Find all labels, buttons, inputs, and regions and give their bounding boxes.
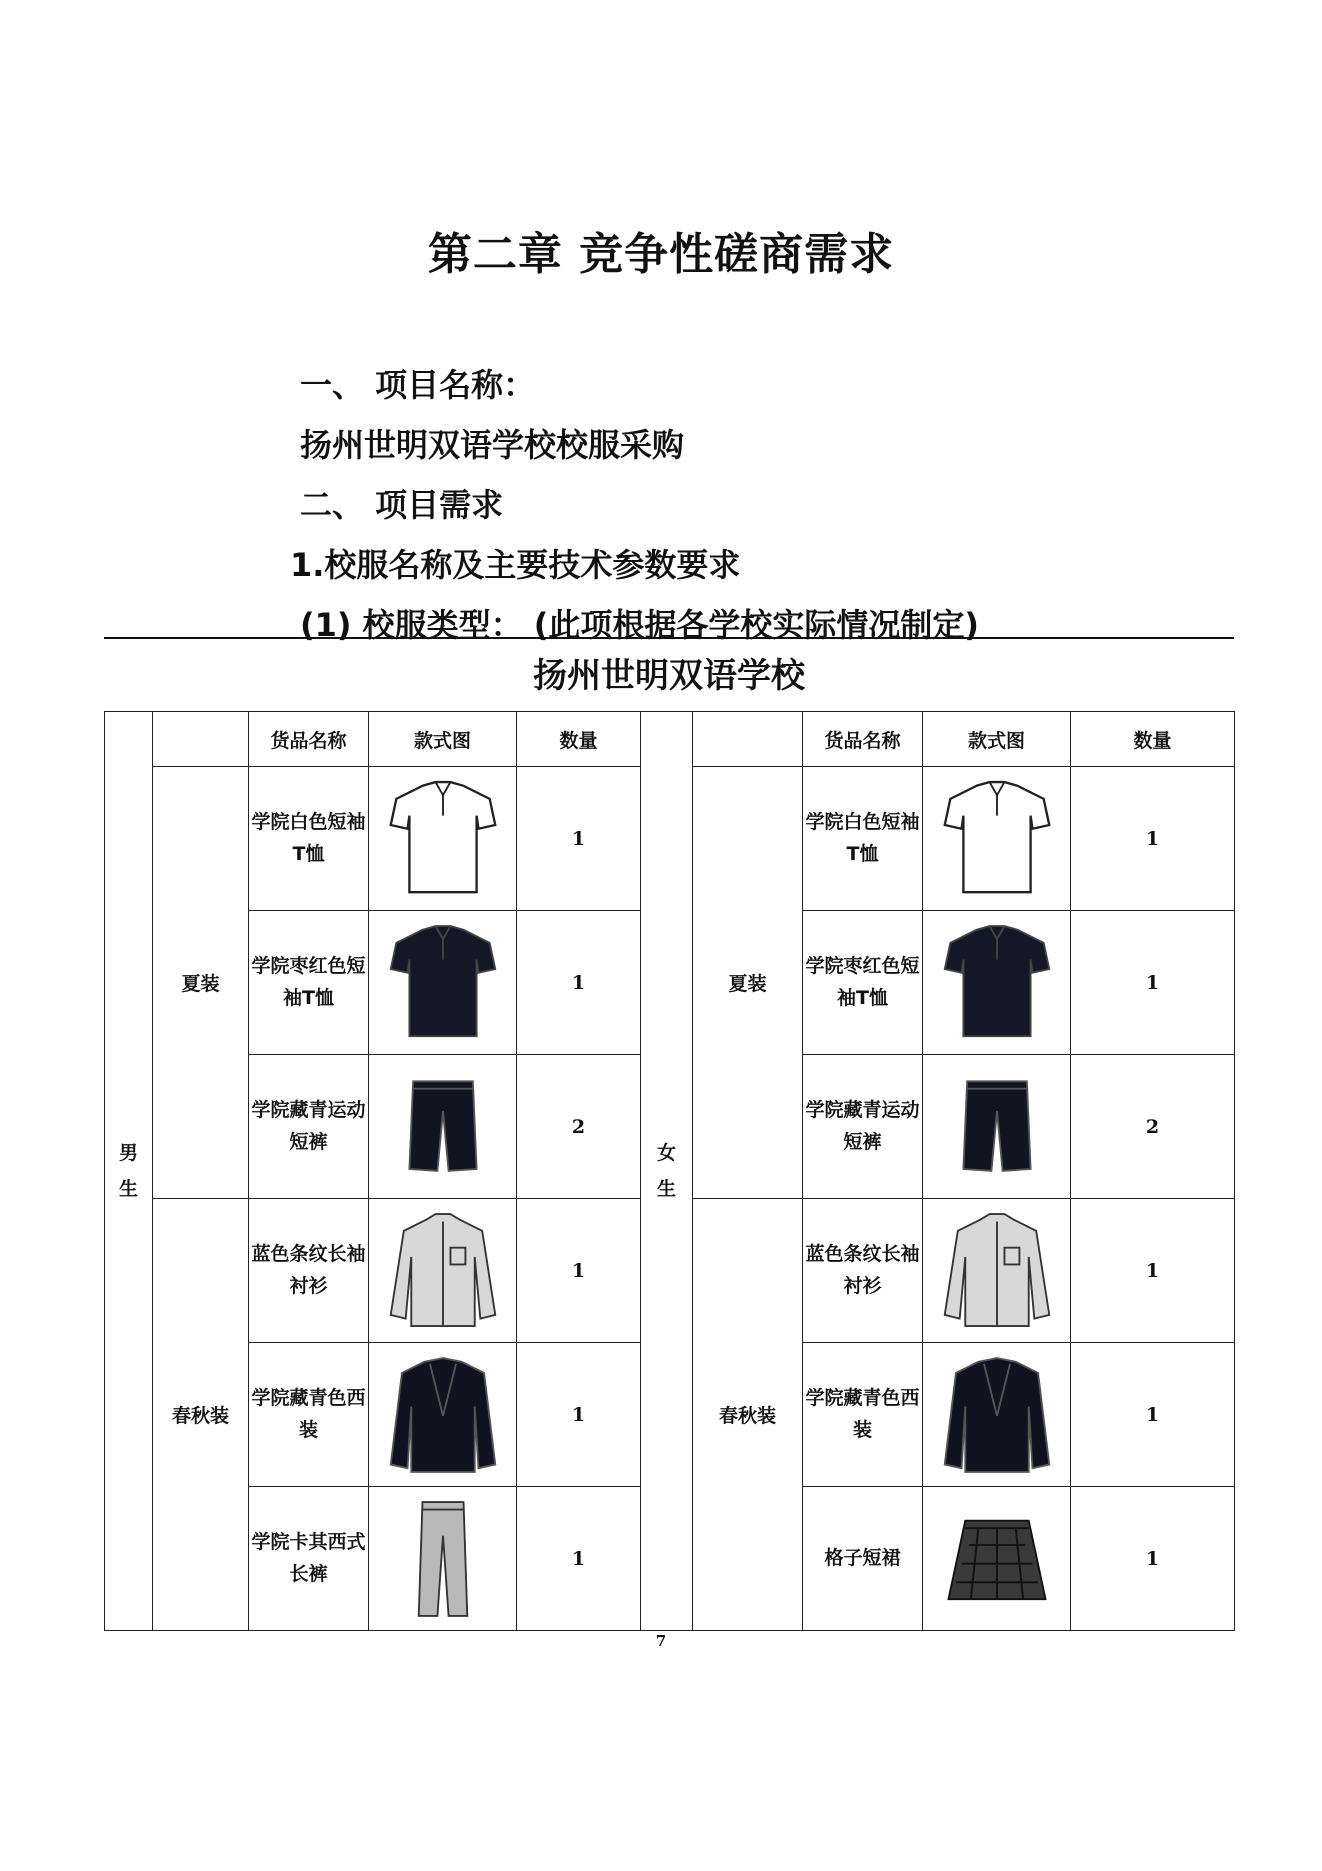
shorts-icon	[369, 1055, 517, 1199]
female-summer-label: 夏装	[693, 767, 803, 1199]
dark-polo-icon	[923, 911, 1071, 1055]
item-name: 蓝色条纹长袖衬衫	[803, 1199, 923, 1343]
item-qty: 1	[517, 1199, 641, 1343]
project-name: 扬州世明双语学校校服采购	[300, 426, 685, 464]
male-label: 男 生	[105, 712, 153, 1631]
item-name: 学院枣红色短袖T恤	[803, 911, 923, 1055]
skirt-icon	[923, 1487, 1071, 1631]
item-qty: 1	[517, 911, 641, 1055]
shorts-icon	[923, 1055, 1071, 1199]
blazer-icon	[369, 1343, 517, 1487]
dark-polo-icon	[369, 911, 517, 1055]
item-qty: 1	[1071, 1199, 1235, 1343]
subsection-1-1: (1) 校服类型： (此项根据各学校实际情况制定)	[300, 606, 980, 644]
item-name: 学院藏青色西装	[249, 1343, 369, 1487]
item-qty: 1	[517, 1343, 641, 1487]
item-qty: 1	[1071, 911, 1235, 1055]
header-qty-male: 数量	[517, 712, 641, 767]
female-spring-label: 春秋装	[693, 1199, 803, 1631]
header-blank	[693, 712, 803, 767]
item-name: 学院藏青运动短裤	[803, 1055, 923, 1199]
header-qty-female: 数量	[1071, 712, 1235, 767]
white-polo-icon	[369, 767, 517, 911]
white-polo-icon	[923, 767, 1071, 911]
item-name: 学院白色短袖T恤	[249, 767, 369, 911]
header-name-male: 货品名称	[249, 712, 369, 767]
item-name: 学院藏青色西装	[803, 1343, 923, 1487]
chapter-title: 第二章 竞争性磋商需求	[427, 229, 895, 280]
trousers-icon	[369, 1487, 517, 1631]
item-qty: 1	[517, 767, 641, 911]
item-name: 蓝色条纹长袖衬衫	[249, 1199, 369, 1343]
item-name: 格子短裙	[803, 1487, 923, 1631]
item-qty: 1	[1071, 767, 1235, 911]
blazer-icon	[923, 1343, 1071, 1487]
header-blank	[153, 712, 249, 767]
header-style-female: 款式图	[923, 712, 1071, 767]
shirt-icon	[369, 1199, 517, 1343]
male-spring-label: 春秋装	[153, 1199, 249, 1631]
table-caption: 扬州世明双语学校	[533, 656, 805, 696]
uniform-table	[104, 711, 1235, 1631]
item-qty: 1	[517, 1487, 641, 1631]
item-qty: 1	[1071, 1343, 1235, 1487]
header-row	[105, 712, 1235, 767]
section2-heading: 二、 项目需求	[300, 486, 504, 524]
page-number: 7	[655, 1632, 667, 1650]
item-name: 学院白色短袖T恤	[803, 767, 923, 911]
shirt-icon	[923, 1199, 1071, 1343]
item-qty: 2	[1071, 1055, 1235, 1199]
male-summer-label: 夏装	[153, 767, 249, 1199]
item-name: 学院卡其西式长裤	[249, 1487, 369, 1631]
item-qty: 1	[1071, 1487, 1235, 1631]
item-qty: 2	[517, 1055, 641, 1199]
section1-heading: 一、 项目名称：	[300, 366, 536, 404]
item-name: 学院藏青运动短裤	[249, 1055, 369, 1199]
female-label: 女 生	[641, 712, 693, 1631]
header-name-female: 货品名称	[803, 712, 923, 767]
item-name: 学院枣红色短袖T恤	[249, 911, 369, 1055]
header-style-male: 款式图	[369, 712, 517, 767]
table-top-rule	[104, 637, 1234, 639]
subsection-1: 1.校服名称及主要技术参数要求	[290, 546, 741, 584]
